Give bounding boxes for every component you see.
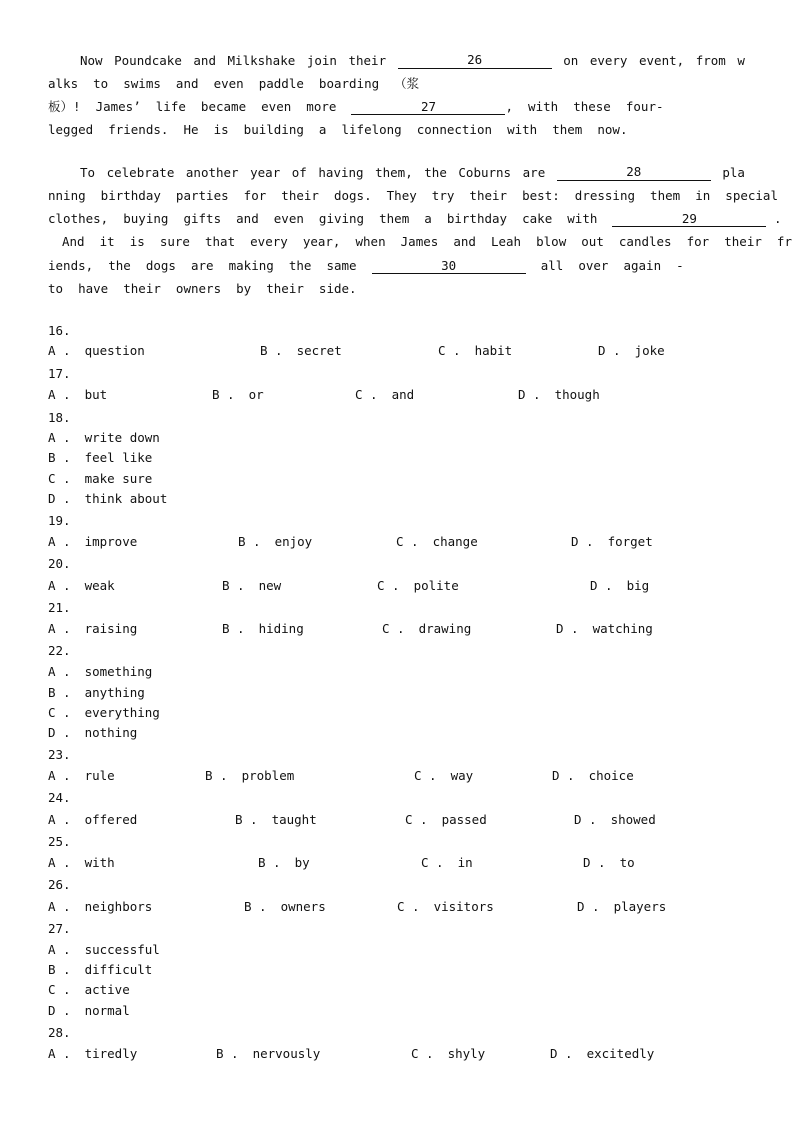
passage-word: them, bbox=[375, 165, 413, 180]
option-letter: D . bbox=[577, 899, 600, 914]
passage-word: on bbox=[563, 53, 579, 68]
option-text: feel like bbox=[84, 450, 153, 465]
option-letter: D . bbox=[590, 578, 613, 593]
option-letter: A . bbox=[48, 899, 71, 914]
passage-line bbox=[48, 53, 745, 69]
option-letter: A . bbox=[48, 534, 71, 549]
option-text: players bbox=[613, 899, 667, 914]
answer-option[interactable] bbox=[382, 621, 471, 637]
answer-option[interactable] bbox=[48, 471, 152, 487]
option-letter: D . bbox=[583, 855, 606, 870]
passage-word: of bbox=[291, 165, 307, 180]
answer-option[interactable] bbox=[414, 768, 473, 784]
option-text: hiding bbox=[258, 621, 304, 636]
option-text: excitedly bbox=[586, 1046, 655, 1061]
option-text: drawing bbox=[418, 621, 472, 636]
answer-option[interactable] bbox=[518, 387, 600, 403]
question-number: 26. bbox=[48, 877, 71, 892]
answer-option[interactable] bbox=[48, 899, 152, 915]
question-number: 28. bbox=[48, 1025, 71, 1040]
answer-option[interactable] bbox=[438, 343, 512, 359]
answer-option[interactable] bbox=[235, 812, 317, 828]
answer-option[interactable] bbox=[550, 1046, 654, 1062]
option-text: though bbox=[554, 387, 600, 402]
passage-word: Now bbox=[80, 53, 103, 68]
answer-option[interactable] bbox=[405, 812, 487, 828]
option-text: normal bbox=[84, 1003, 130, 1018]
passage-text: , with these four- bbox=[505, 99, 664, 114]
answer-option[interactable] bbox=[212, 387, 264, 403]
option-text: successful bbox=[84, 942, 160, 957]
option-text: and bbox=[391, 387, 415, 402]
answer-option[interactable] bbox=[205, 768, 294, 784]
question-number: 25. bbox=[48, 834, 71, 849]
answer-option[interactable] bbox=[598, 343, 665, 359]
question-number: 18. bbox=[48, 410, 71, 425]
option-letter: A . bbox=[48, 387, 71, 402]
passage-word: Milkshake bbox=[227, 53, 296, 68]
passage-line: And it is sure that every year, when James and Leah blow out candles for their fr bbox=[62, 234, 792, 249]
option-text: improve bbox=[84, 534, 138, 549]
option-text: nervously bbox=[252, 1046, 321, 1061]
answer-option[interactable] bbox=[48, 387, 107, 403]
question-number: 17. bbox=[48, 366, 71, 381]
answer-option[interactable] bbox=[397, 899, 494, 915]
option-letter: C . bbox=[48, 705, 71, 720]
answer-option[interactable] bbox=[396, 534, 478, 550]
passage-word: Coburns bbox=[458, 165, 512, 180]
passage-line bbox=[48, 258, 745, 274]
option-letter: A . bbox=[48, 430, 71, 445]
answer-option[interactable] bbox=[556, 621, 653, 637]
passage-text: clothes, buying gifts and even giving them a birthday cake with bbox=[48, 211, 598, 226]
option-letter: A . bbox=[48, 855, 71, 870]
option-letter: A . bbox=[48, 664, 71, 679]
option-letter: D . bbox=[552, 768, 575, 783]
option-text: anything bbox=[84, 685, 145, 700]
option-text: nothing bbox=[84, 725, 138, 740]
option-letter: B . bbox=[244, 899, 267, 914]
option-letter: D . bbox=[571, 534, 594, 549]
passage-word: join bbox=[306, 53, 337, 68]
question-number: 27. bbox=[48, 921, 71, 936]
option-text: or bbox=[248, 387, 264, 402]
option-letter: A . bbox=[48, 942, 71, 957]
question-number: 20. bbox=[48, 556, 71, 571]
option-text: difficult bbox=[84, 962, 153, 977]
passage-text: all over again - bbox=[540, 258, 684, 273]
option-letter: B . bbox=[258, 855, 281, 870]
answer-option[interactable] bbox=[238, 534, 312, 550]
passage-word: event, bbox=[639, 53, 685, 68]
option-letter: D . bbox=[550, 1046, 573, 1061]
question-number: 23. bbox=[48, 747, 71, 762]
option-letter: B . bbox=[48, 685, 71, 700]
blank-28[interactable]: 28 bbox=[557, 165, 711, 181]
answer-option[interactable] bbox=[48, 982, 130, 998]
option-letter: C . bbox=[396, 534, 419, 549]
passage-line: nning birthday parties for their dogs. They try their best: dressing them in special bbox=[48, 188, 778, 203]
option-letter: B . bbox=[205, 768, 228, 783]
answer-option[interactable] bbox=[48, 621, 137, 637]
question-number: 21. bbox=[48, 600, 71, 615]
passage-word: from bbox=[695, 53, 726, 68]
answer-option[interactable] bbox=[421, 855, 473, 871]
option-letter: B . bbox=[260, 343, 283, 358]
passage-word: every bbox=[589, 53, 628, 68]
option-letter: D . bbox=[574, 812, 597, 827]
passage-word: year bbox=[250, 165, 281, 180]
answer-option[interactable] bbox=[48, 705, 160, 721]
answer-option[interactable] bbox=[590, 578, 649, 594]
option-letter: B . bbox=[216, 1046, 239, 1061]
option-text: tiredly bbox=[84, 1046, 138, 1061]
option-letter: C . bbox=[382, 621, 405, 636]
answer-option[interactable] bbox=[258, 855, 310, 871]
option-text: watching bbox=[592, 621, 653, 636]
option-letter: C . bbox=[438, 343, 461, 358]
option-letter: D . bbox=[598, 343, 621, 358]
option-text: to bbox=[619, 855, 635, 870]
passage-line bbox=[48, 99, 745, 115]
answer-option[interactable] bbox=[244, 899, 326, 915]
answer-option[interactable] bbox=[577, 899, 666, 915]
option-letter: A . bbox=[48, 343, 71, 358]
option-text: question bbox=[84, 343, 145, 358]
passage-word: having bbox=[318, 165, 364, 180]
answer-option[interactable] bbox=[48, 942, 160, 958]
answer-option[interactable] bbox=[48, 962, 152, 978]
answer-option[interactable] bbox=[48, 812, 137, 828]
option-letter: C . bbox=[48, 471, 71, 486]
option-text: joke bbox=[634, 343, 665, 358]
answer-option[interactable] bbox=[355, 387, 414, 403]
blank-29[interactable]: 29 bbox=[612, 212, 766, 227]
answer-option[interactable] bbox=[411, 1046, 485, 1062]
answer-option[interactable] bbox=[48, 430, 160, 446]
question-number: 22. bbox=[48, 643, 71, 658]
option-text: make sure bbox=[84, 471, 153, 486]
option-text: but bbox=[84, 387, 108, 402]
answer-option[interactable] bbox=[48, 534, 137, 550]
option-letter: B . bbox=[48, 450, 71, 465]
option-text: neighbors bbox=[84, 899, 153, 914]
passage-word: Poundcake bbox=[114, 53, 182, 68]
passage-word: w bbox=[737, 53, 745, 68]
answer-option[interactable] bbox=[552, 768, 634, 784]
option-text: passed bbox=[441, 812, 487, 827]
answer-option[interactable] bbox=[48, 450, 152, 466]
answer-option[interactable] bbox=[48, 578, 115, 594]
answer-option[interactable] bbox=[222, 578, 281, 594]
option-text: enjoy bbox=[274, 534, 313, 549]
option-text: think about bbox=[84, 491, 168, 506]
option-letter: D . bbox=[48, 1003, 71, 1018]
option-text: shyly bbox=[447, 1046, 486, 1061]
answer-option[interactable] bbox=[48, 768, 115, 784]
answer-option[interactable] bbox=[48, 1003, 130, 1019]
option-letter: D . bbox=[518, 387, 541, 402]
blank-26[interactable]: 26 bbox=[398, 53, 552, 69]
option-text: with bbox=[84, 855, 115, 870]
option-letter: A . bbox=[48, 621, 71, 636]
option-letter: B . bbox=[222, 621, 245, 636]
option-text: big bbox=[626, 578, 650, 593]
option-text: choice bbox=[588, 768, 634, 783]
option-text: polite bbox=[413, 578, 459, 593]
passage-word: pla bbox=[722, 165, 745, 180]
option-text: write down bbox=[84, 430, 160, 445]
answer-option[interactable] bbox=[48, 1046, 137, 1062]
answer-option[interactable] bbox=[48, 725, 137, 741]
option-text: new bbox=[258, 578, 282, 593]
passage-word: the bbox=[424, 165, 447, 180]
answer-option[interactable] bbox=[216, 1046, 320, 1062]
option-letter: D . bbox=[556, 621, 579, 636]
passage-line bbox=[48, 165, 745, 181]
option-text: taught bbox=[271, 812, 317, 827]
answer-option[interactable] bbox=[48, 685, 145, 701]
answer-option[interactable] bbox=[48, 491, 167, 507]
answer-option[interactable] bbox=[222, 621, 304, 637]
option-text: in bbox=[457, 855, 473, 870]
blank-30[interactable]: 30 bbox=[372, 259, 526, 274]
option-letter: C . bbox=[411, 1046, 434, 1061]
option-text: weak bbox=[84, 578, 115, 593]
answer-option[interactable] bbox=[260, 343, 342, 359]
passage-line: legged friends. He is building a lifelong connection with them now. bbox=[48, 122, 628, 137]
option-letter: C . bbox=[421, 855, 444, 870]
option-letter: C . bbox=[414, 768, 437, 783]
option-letter: C . bbox=[355, 387, 378, 402]
option-letter: B . bbox=[212, 387, 235, 402]
option-letter: A . bbox=[48, 578, 71, 593]
passage-word: are bbox=[522, 165, 546, 180]
option-letter: B . bbox=[48, 962, 71, 977]
option-text: everything bbox=[84, 705, 160, 720]
passage-word: another bbox=[185, 165, 239, 180]
option-letter: C . bbox=[397, 899, 420, 914]
passage-text: . bbox=[773, 211, 782, 226]
passage-line bbox=[48, 211, 782, 227]
option-text: by bbox=[294, 855, 310, 870]
option-text: owners bbox=[280, 899, 326, 914]
option-text: secret bbox=[296, 343, 342, 358]
passage-text: 板）! James’ life became even more bbox=[48, 99, 337, 114]
option-text: something bbox=[84, 664, 153, 679]
option-text: raising bbox=[84, 621, 138, 636]
option-letter: A . bbox=[48, 768, 71, 783]
passage-word: and bbox=[193, 53, 216, 68]
option-letter: B . bbox=[222, 578, 245, 593]
option-letter: D . bbox=[48, 491, 71, 506]
answer-option[interactable] bbox=[571, 534, 653, 550]
option-text: visitors bbox=[433, 899, 494, 914]
option-text: habit bbox=[474, 343, 513, 358]
answer-option[interactable] bbox=[574, 812, 656, 828]
option-text: active bbox=[84, 982, 130, 997]
option-text: forget bbox=[607, 534, 653, 549]
option-text: rule bbox=[84, 768, 115, 783]
option-letter: C . bbox=[48, 982, 71, 997]
question-number: 19. bbox=[48, 513, 71, 528]
blank-27[interactable]: 27 bbox=[351, 100, 505, 115]
option-text: showed bbox=[610, 812, 656, 827]
passage-text: iends, the dogs are making the same bbox=[48, 258, 357, 273]
option-letter: C . bbox=[377, 578, 400, 593]
answer-option[interactable] bbox=[48, 855, 115, 871]
answer-option[interactable] bbox=[48, 343, 145, 359]
answer-option[interactable] bbox=[377, 578, 459, 594]
passage-word: To bbox=[80, 165, 96, 180]
question-number: 16. bbox=[48, 323, 71, 338]
option-text: offered bbox=[84, 812, 138, 827]
passage-line: alks to swims and even paddle boarding （浆 bbox=[48, 76, 420, 91]
option-letter: C . bbox=[405, 812, 428, 827]
option-text: change bbox=[432, 534, 478, 549]
option-letter: B . bbox=[238, 534, 261, 549]
passage-word: their bbox=[348, 53, 387, 68]
option-letter: B . bbox=[235, 812, 258, 827]
passage-word: celebrate bbox=[106, 165, 175, 180]
option-text: way bbox=[450, 768, 474, 783]
option-letter: D . bbox=[48, 725, 71, 740]
option-letter: A . bbox=[48, 1046, 71, 1061]
answer-option[interactable] bbox=[48, 664, 152, 680]
passage-line: to have their owners by their side. bbox=[48, 281, 357, 296]
option-text: problem bbox=[241, 768, 295, 783]
question-number: 24. bbox=[48, 790, 71, 805]
answer-option[interactable] bbox=[583, 855, 635, 871]
option-letter: A . bbox=[48, 812, 71, 827]
